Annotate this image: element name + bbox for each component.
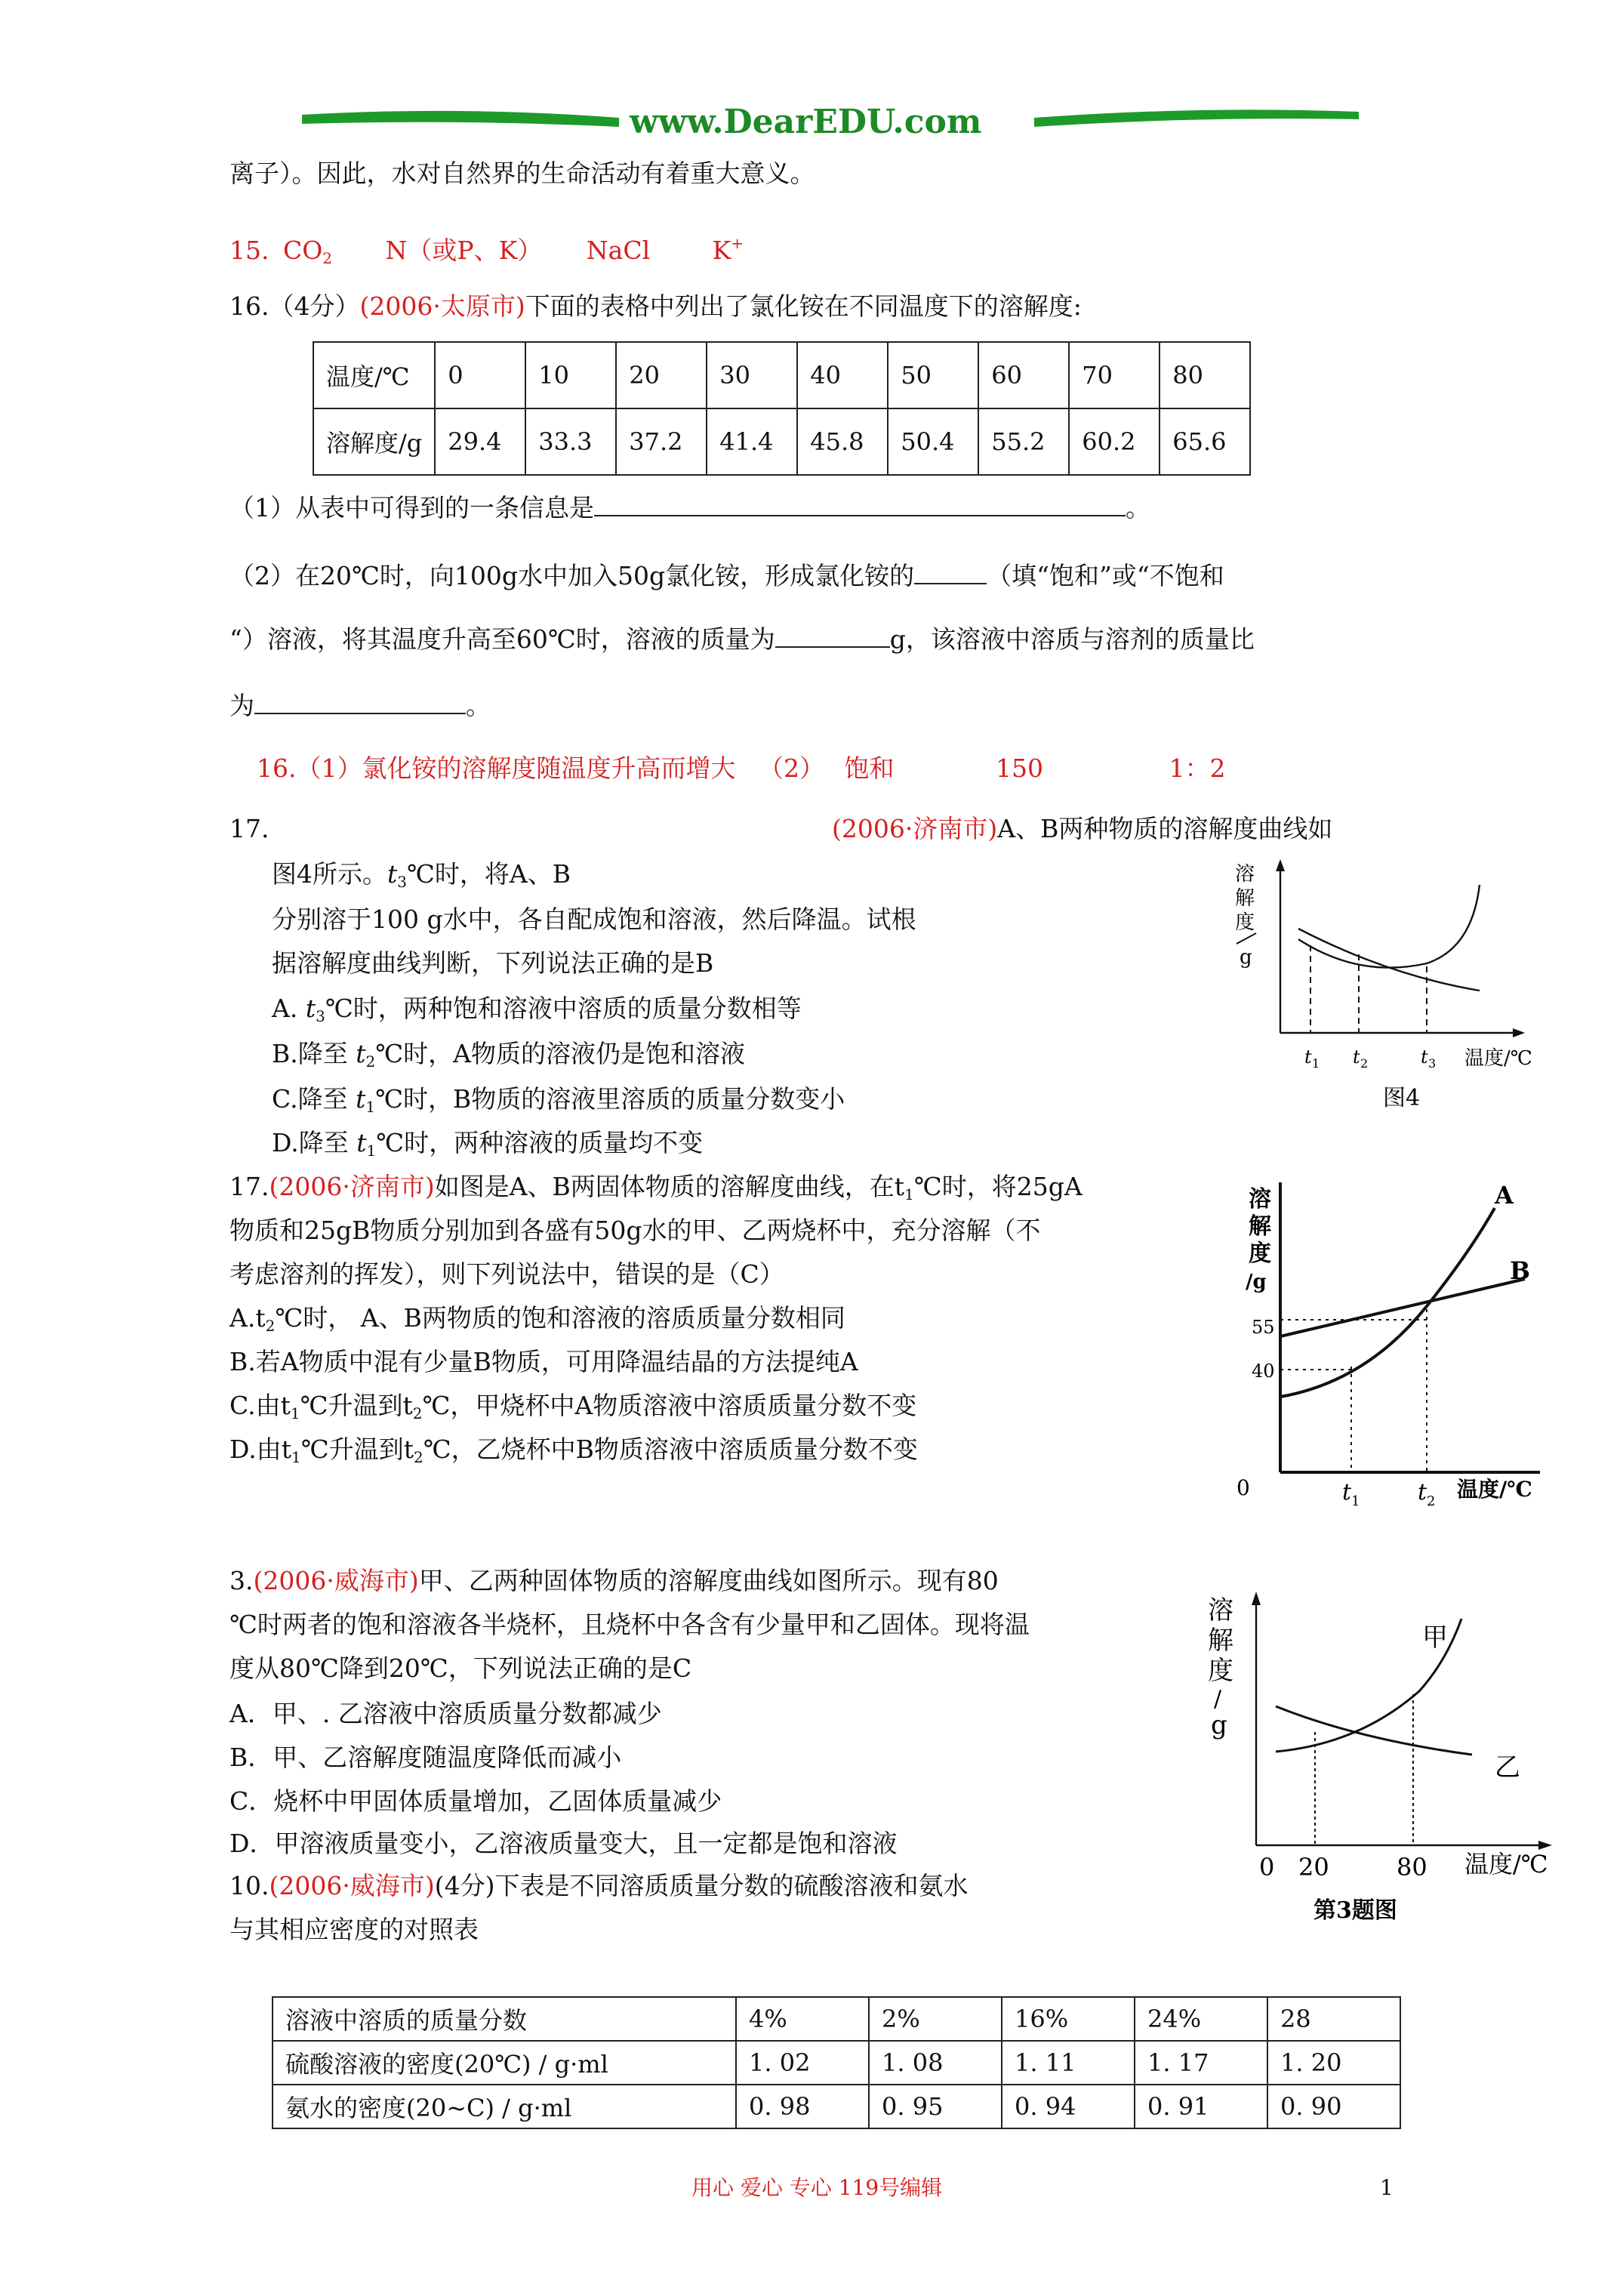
- q17b-option-c: C.由$t_1℃$升温到$t_2℃$，甲烧杯中A物质溶液中溶质质量分数不变: [229, 1391, 917, 1422]
- cell: 40: [797, 342, 888, 408]
- footer-text: 用心 爱心 专心 119号编辑: [691, 2175, 943, 2200]
- fig3-x20: 20: [1298, 1853, 1329, 1881]
- fig4-ylabel: 度: [1235, 911, 1255, 934]
- fig3-xlabel: 温度/℃: [1464, 1850, 1548, 1878]
- svg-text:3: 3: [1428, 1056, 1437, 1071]
- q17a-stem2: 图4所示。$t_3℃$时，将A、B: [272, 859, 571, 891]
- cell: 60: [978, 342, 1069, 408]
- density-table: [272, 1996, 1401, 2129]
- cell: 1. 08: [869, 2041, 1002, 2085]
- q3-stem3: 度从80℃降到20℃，下列说法正确的是C: [229, 1653, 692, 1683]
- cell: 0. 95: [869, 2085, 1002, 2128]
- fig3-ylabel: 度: [1208, 1656, 1233, 1686]
- header-banner: [294, 100, 1366, 151]
- q16-part1: （1）从表中可得到的一条信息是 。: [229, 491, 1150, 525]
- fig3-x0: 0: [1259, 1853, 1275, 1881]
- cell: 氨水的密度(20~C) / g·ml: [273, 2085, 736, 2128]
- fig4-ylabel: 溶: [1235, 863, 1255, 886]
- cell: 80: [1160, 342, 1250, 408]
- q16-part2: （2）在20℃时，向100g水中加入50g氯化铵，形成氯化铵的 （填“饱和”或“不饱和: [229, 559, 1224, 593]
- cell: 70: [1069, 342, 1160, 408]
- row-head: 溶解度/g: [313, 408, 435, 475]
- q17a-stem4: 据溶解度曲线判断，下列说法正确的是B: [272, 948, 714, 978]
- q17b-option-a: $A.t_2℃$时， A、B两物质的饱和溶液的溶质质量分数相同: [229, 1303, 845, 1335]
- figab-y2: 40: [1252, 1361, 1275, 1382]
- cell: 20: [616, 342, 707, 408]
- figab-ylabel: 溶: [1249, 1186, 1271, 1213]
- cell: 37.2: [616, 408, 707, 475]
- q17b-stem1: 17.(2006·济南市)如图是A、B两固体物质的溶解度曲线，在$t_1℃$时，将25gA: [229, 1172, 1083, 1203]
- cell: 30: [707, 342, 797, 408]
- fig3-ylabel: 溶: [1208, 1595, 1233, 1626]
- cell: 1. 17: [1135, 2041, 1267, 2085]
- q10-stem1: 10.(2006·威海市)(4分)下表是不同溶质质量分数的硫酸溶液和氨水: [229, 1871, 969, 1900]
- fig4-ylabel: g: [1240, 946, 1252, 969]
- cell: 55.2: [978, 408, 1069, 475]
- cell: 1. 02: [736, 2041, 869, 2085]
- q17a-option-d: D.降至 $t_1℃$时，两种溶液的质量均不变: [272, 1128, 704, 1160]
- curve-a-label: A: [1495, 1181, 1514, 1210]
- answer-16: 16.（1）氯化铵的溶解度随温度升高而增大 （2） 饱和 150 1：2: [257, 754, 1226, 783]
- cell: 1. 11: [1002, 2041, 1135, 2085]
- q17b-stem3: 考虑溶剂的挥发），则下列说法中，错误的是（C）: [229, 1259, 784, 1289]
- cell: 0. 98: [736, 2085, 869, 2128]
- figab-xlabel: 温度/℃: [1457, 1477, 1532, 1502]
- cell: 24%: [1135, 1997, 1267, 2041]
- cell: 硫酸溶液的密度(20℃) / g·ml: [273, 2041, 736, 2085]
- fig4-xlabel: 温度/℃: [1464, 1047, 1532, 1070]
- svg-text:t: t: [1304, 1046, 1312, 1068]
- curve-yi-label: 乙: [1495, 1752, 1520, 1783]
- curve-b-label: B: [1510, 1256, 1531, 1285]
- cell: 1. 20: [1267, 2041, 1400, 2085]
- q17b-option-d: D.由$t_1℃$升温到$t_2℃$，乙烧杯中B物质溶液中溶质质量分数不变: [229, 1435, 918, 1466]
- answer-15: 15. $CO_2$ N（或P、K） NaCl K+: [229, 234, 744, 267]
- fig4-ylabel: 解: [1235, 887, 1255, 910]
- figab-ylabel: 度: [1249, 1240, 1271, 1267]
- svg-text:1: 1: [1351, 1493, 1360, 1509]
- q16-part2-cont: “）溶液，将其温度升高至60℃时，溶液的质量为 g，该溶液中溶质与溶剂的质量比: [229, 622, 1255, 656]
- cell: 50: [888, 342, 978, 408]
- cell: 0. 90: [1267, 2085, 1400, 2128]
- cell: 60.2: [1069, 408, 1160, 475]
- cell: 41.4: [707, 408, 797, 475]
- svg-text:t: t: [1421, 1046, 1428, 1068]
- cell: 33.3: [525, 408, 616, 475]
- cell: 16%: [1002, 1997, 1135, 2041]
- figure-3-solubility-curves: [1193, 1586, 1570, 1933]
- cell: 10: [525, 342, 616, 408]
- cell: 0: [435, 342, 525, 408]
- row-head: 温度/℃: [313, 342, 435, 408]
- figure-ab-solubility-curves: [1230, 1170, 1555, 1518]
- cell: 0. 91: [1135, 2085, 1267, 2128]
- question-16-stem: 16.（4分）(2006·太原市)下面的表格中列出了氯化铵在不同温度下的溶解度:: [229, 291, 1082, 321]
- q3-option-b: B．甲、乙溶解度随温度降低而减小: [229, 1743, 622, 1772]
- cell: 45.8: [797, 408, 888, 475]
- figab-origin: 0: [1236, 1475, 1250, 1500]
- q3-option-a: A．甲、. 乙溶液中溶质质量分数都减少: [229, 1699, 662, 1728]
- q3-option-c: C．烧杯中甲固体质量增加，乙固体质量减少: [229, 1786, 722, 1816]
- figab-ylabel: /g: [1246, 1271, 1267, 1293]
- fig3-caption: 第3题图: [1313, 1897, 1397, 1924]
- site-logo: www.DearEDU.com: [630, 103, 982, 141]
- q17a-stem3: 分别溶于100 g水中，各自配成饱和溶液，然后降温。试根: [272, 905, 916, 934]
- fig3-ylabel: g: [1211, 1710, 1227, 1740]
- fig3-x80: 80: [1397, 1853, 1427, 1881]
- svg-text:1: 1: [1312, 1056, 1320, 1071]
- fig3-ylabel: /: [1214, 1686, 1222, 1712]
- q17b-option-b: B.若A物质中混有少量B物质，可用降温结晶的方法提纯A: [229, 1347, 858, 1376]
- q17a-stem1: (2006·济南市)A、B两种物质的溶解度曲线如: [832, 814, 1333, 843]
- svg-text:2: 2: [1360, 1056, 1369, 1071]
- svg-text:t: t: [1353, 1046, 1360, 1068]
- cell: 29.4: [435, 408, 525, 475]
- figure-4-solubility-curves: [1223, 858, 1570, 1114]
- solubility-table: [313, 341, 1251, 476]
- fig3-ylabel: 解: [1208, 1626, 1233, 1656]
- page-number: 1: [1380, 2175, 1394, 2200]
- q17a-option-b: B.降至 $t_2℃$时，A物质的溶液仍是饱和溶液: [272, 1039, 745, 1071]
- cell: 0. 94: [1002, 2085, 1135, 2128]
- cell: 4%: [736, 1997, 869, 2041]
- figab-ylabel: 解: [1249, 1213, 1271, 1240]
- cell: 28: [1267, 1997, 1400, 2041]
- figab-y1: 55: [1252, 1317, 1275, 1338]
- q17a-num: 17.: [229, 814, 269, 843]
- cell: 65.6: [1160, 408, 1250, 475]
- q17a-option-a: A. $t_3℃$时，两种饱和溶液中溶质的质量分数相等: [272, 994, 802, 1025]
- q3-stem2: ℃时两者的饱和溶液各半烧杯，且烧杯中各含有少量甲和乙固体。现将温: [229, 1610, 1030, 1639]
- q17a-option-c: C.降至 $t_1℃$时，B物质的溶液里溶质的质量分数变小: [272, 1084, 845, 1116]
- cell: 溶液中溶质的质量分数: [273, 1997, 736, 2041]
- text-line: 离子）。因此，水对自然界的生命活动有着重大意义。: [229, 159, 815, 188]
- svg-text:2: 2: [1427, 1493, 1436, 1509]
- q3-option-d: D．甲溶液质量变小，乙溶液质量变大，且一定都是饱和溶液: [229, 1829, 898, 1858]
- curve-jia-label: 甲: [1422, 1623, 1448, 1653]
- q3-stem1: 3.(2006·威海市)甲、乙两种固体物质的溶解度曲线如图所示。现有80: [229, 1566, 999, 1595]
- fig4-caption: 图4: [1383, 1085, 1421, 1111]
- svg-text:t: t: [1342, 1479, 1352, 1505]
- cell: 2%: [869, 1997, 1002, 2041]
- cell: 50.4: [888, 408, 978, 475]
- svg-text:t: t: [1418, 1479, 1427, 1505]
- q17b-stem2: 物质和25gB物质分别加到各盛有50g水的甲、乙两烧杯中，充分溶解（不: [229, 1216, 1041, 1245]
- q10-stem2: 与其相应密度的对照表: [229, 1915, 479, 1944]
- q16-part2-end: 为 。: [229, 689, 491, 723]
